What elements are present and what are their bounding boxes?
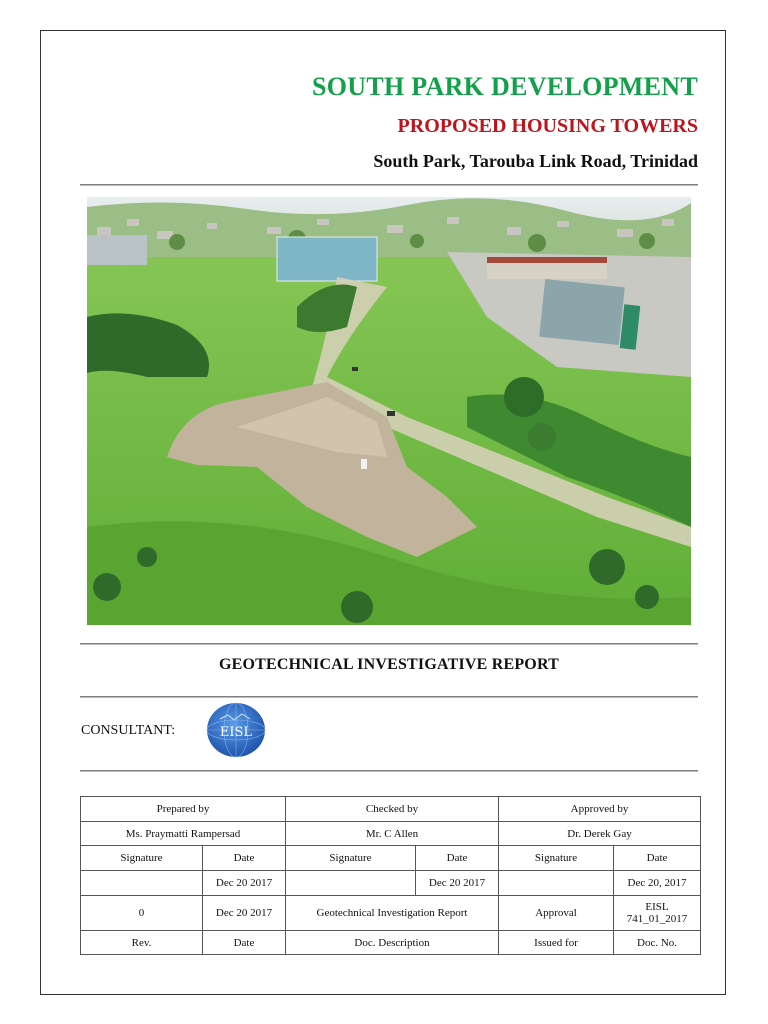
signature-header: Signature [81, 846, 203, 871]
date-header: Date [203, 846, 286, 871]
approved-signature [499, 871, 614, 896]
doc-no-header: Doc. No. [614, 931, 701, 955]
logo-text: EISL [219, 725, 253, 740]
aerial-site-photo [87, 197, 691, 625]
issued-for-header: Issued for [499, 931, 614, 955]
checked-signature [286, 871, 416, 896]
report-title: GEOTECHNICAL INVESTIGATIVE REPORT [218, 656, 560, 673]
project-location: South Park, Tarouba Link Road, Trinidad [373, 151, 698, 171]
table-row [81, 846, 701, 871]
rev-date-value: Dec 20 2017 [203, 896, 286, 931]
signature-header: Signature [286, 846, 416, 871]
doc-no-line2: 741_01_2017 [626, 913, 688, 925]
page-subtitle: PROPOSED HOUSING TOWERS [397, 115, 698, 137]
prepared-date: Dec 20 2017 [203, 871, 286, 896]
table-row [81, 871, 701, 896]
divider-top [80, 184, 698, 186]
doc-description-header: Doc. Description [286, 931, 499, 955]
table-row [81, 797, 701, 822]
approved-by-name: Dr. Derek Gay [499, 822, 701, 846]
consultant-label: CONSULTANT: [81, 723, 176, 738]
approved-by-header: Approved by [499, 797, 701, 822]
doc-no-value [614, 896, 701, 931]
rev-value: 0 [81, 896, 203, 931]
prepared-by-name: Ms. Praymatti Rampersad [81, 822, 286, 846]
date-col-header: Date [203, 931, 286, 955]
table-row [81, 931, 701, 955]
checked-date: Dec 20 2017 [416, 871, 499, 896]
checked-by-name: Mr. C Allen [286, 822, 499, 846]
date-header: Date [614, 846, 701, 871]
signoff-table [80, 796, 701, 955]
doc-description-value: Geotechnical Investigation Report [286, 896, 499, 931]
date-header: Date [416, 846, 499, 871]
prepared-signature [81, 871, 203, 896]
doc-no-line1: EISL [645, 901, 669, 913]
signature-header: Signature [499, 846, 614, 871]
divider-consultant [80, 770, 698, 772]
issued-for-value: Approval [499, 896, 614, 931]
page-title: SOUTH PARK DEVELOPMENT [311, 72, 698, 101]
checked-by-header: Checked by [286, 797, 499, 822]
table-row [81, 896, 701, 931]
table-row [81, 822, 701, 846]
approved-date: Dec 20, 2017 [614, 871, 701, 896]
divider-photo-bottom [80, 643, 698, 645]
divider-report-title [80, 696, 698, 698]
rev-header: Rev. [81, 931, 203, 955]
prepared-by-header: Prepared by [81, 797, 286, 822]
eisl-logo [206, 702, 266, 758]
